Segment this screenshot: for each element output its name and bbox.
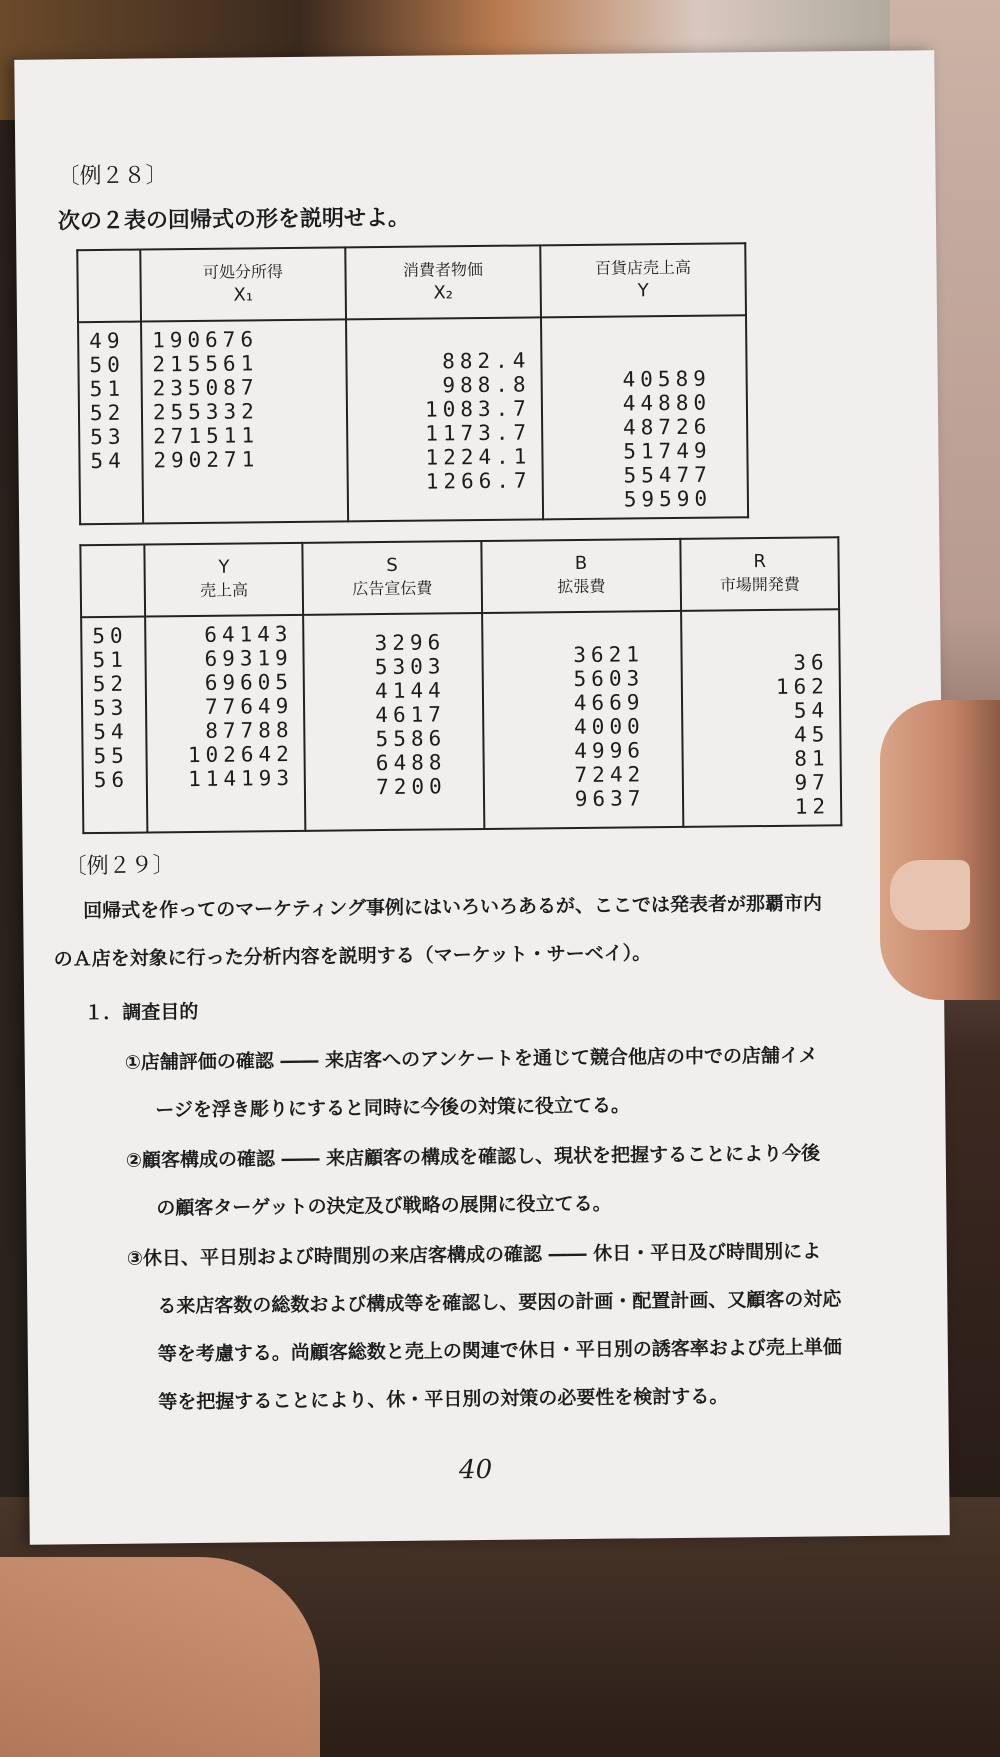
- table2-s-cell: 4144: [374, 678, 446, 704]
- example-29-label: 〔例２９〕: [64, 853, 175, 880]
- table1-year-cell: 51: [89, 376, 126, 402]
- table1-x2-cell: 1173.7: [425, 420, 532, 446]
- table2-y-cell: 69319: [204, 645, 293, 671]
- item-2-line-2: の顧客ターゲットの決定及び戦略の展開に役立てる。: [156, 1192, 612, 1220]
- table1-x2-cell: 1224.1: [425, 444, 532, 470]
- table2-r-cell: 36: [793, 650, 829, 675]
- table2-r-cell: 97: [794, 770, 831, 795]
- intro-line-2: のＡ店を対象に行った分析内容を説明する（マーケット・サーベイ）。: [53, 942, 652, 971]
- item-3-line-1: ③休日、平日別および時間別の来店客構成の確認 ―― 休日・平日及び時間別によ: [126, 1240, 822, 1270]
- table2-year-cell: 51: [92, 647, 128, 673]
- item-3-line-2: る来店客数の総数および構成等を確認し、要因の計画・配置計画、又顧客の対応: [157, 1288, 842, 1318]
- table-1: [76, 242, 749, 525]
- table1-col-years: [78, 322, 143, 525]
- table2-r-cell: 81: [794, 746, 830, 771]
- table2-b-cell: 4996: [574, 738, 646, 764]
- table1-x1-cell: 255332: [152, 399, 259, 425]
- table2-col-y: [145, 615, 305, 833]
- table2-year-cell: 50: [92, 623, 128, 649]
- table2-y-cell: 77649: [204, 693, 294, 719]
- table2-header-y: [145, 543, 304, 617]
- table2-y-cell: 114193: [188, 765, 295, 792]
- table1-x2-cell: 988.8: [442, 372, 531, 398]
- thumbnail: [890, 860, 970, 930]
- table2-y-cell: 69605: [204, 669, 294, 695]
- table2-b-cell: 3621: [573, 642, 645, 668]
- table1-x1-cell: 271511: [153, 423, 260, 449]
- header-symbol: X₁: [233, 284, 254, 306]
- header-title: 売上高: [200, 580, 249, 600]
- table2-s-cell: 5303: [374, 654, 446, 680]
- book-page: [14, 50, 950, 1545]
- table1-year-cell: 49: [89, 328, 125, 354]
- table2-s-cell: 3296: [374, 630, 446, 656]
- header-title: 広告宣伝費: [352, 578, 433, 599]
- table2-r-cell: 162: [775, 674, 830, 699]
- header-title: 消費者物価: [402, 259, 484, 280]
- table2-header-b: [481, 539, 681, 613]
- header-symbol: B: [574, 552, 588, 575]
- table2-s-cell: 5586: [375, 726, 447, 752]
- table-2: [79, 536, 842, 834]
- table1-x1-cell: 290271: [153, 447, 260, 473]
- table2-year-cell: 55: [93, 743, 129, 769]
- table2-s-cell: 4617: [375, 702, 447, 728]
- table2-y-cell: 64143: [204, 621, 293, 647]
- table2-year-cell: 52: [92, 671, 129, 697]
- table2-col-years: [81, 617, 148, 834]
- table2-r-cell: 45: [793, 722, 830, 747]
- table1-y-cell: 59590: [623, 486, 713, 512]
- header-title: 市場開発費: [719, 574, 800, 595]
- item-3-line-4: 等を把握することにより、休・平日別の対策の必要性を検討する。: [158, 1385, 729, 1414]
- table1-year-cell: 54: [90, 448, 126, 474]
- table1-col-x1: [141, 319, 348, 523]
- table2-year-cell: 53: [92, 695, 129, 721]
- header-symbol: Y: [218, 556, 230, 578]
- example-28-instruction: 次の２表の回帰式の形を説明せよ。: [57, 205, 411, 235]
- example-28-label: 〔例２８〕: [57, 163, 168, 190]
- table2-year-cell: 54: [93, 719, 129, 745]
- table2-y-cell: 102642: [187, 741, 294, 768]
- table2-b-cell: 7242: [574, 762, 646, 788]
- table2-col-s: [303, 613, 484, 831]
- header-symbol: R: [753, 551, 767, 573]
- table2-col-b: [482, 611, 684, 829]
- table1-x2-cell: 1266.7: [425, 468, 532, 494]
- table2-b-cell: 9637: [574, 786, 646, 812]
- table1-y-cell: 44880: [622, 390, 712, 416]
- table1-header-x2: [345, 245, 541, 319]
- header-title: 百貨店売上高: [594, 257, 692, 278]
- hand-bottom-left: [0, 1557, 320, 1757]
- table1-x2-cell: 882.4: [442, 348, 531, 374]
- item-1-line-2: ージを浮き彫りにすると同時に今後の対策に役立てる。: [155, 1094, 630, 1122]
- table2-header-s: [303, 541, 482, 615]
- table1-year-cell: 52: [89, 400, 126, 426]
- header-title: 可処分所得: [202, 262, 284, 282]
- table2-header-r: [680, 537, 839, 611]
- table2-year-cell: 56: [93, 767, 130, 793]
- intro-line-1: 回帰式を作ってのマーケティング事例にはいろいろあるが、ここでは発表者が那覇市内: [83, 892, 823, 923]
- table2-header-year: [80, 545, 145, 618]
- item-1-line-1: ①店舗評価の確認 ―― 来店客へのアンケートを通じて競合他店の中での店舗イメ: [124, 1044, 818, 1074]
- table2-y-cell: 87788: [205, 717, 294, 743]
- table1-x1-cell: 235087: [152, 375, 259, 401]
- table2-s-cell: 6488: [375, 750, 447, 776]
- header-symbol: Y: [637, 280, 649, 302]
- section-title: １．調査目的: [84, 1000, 199, 1025]
- table2-b-cell: 5603: [573, 666, 645, 692]
- table2-col-r: [681, 609, 841, 827]
- header-title: 拡張費: [557, 576, 606, 597]
- table1-y-cell: 51749: [623, 438, 712, 464]
- table1-x1-cell: 215561: [152, 351, 259, 377]
- header-symbol: X₂: [433, 282, 454, 304]
- table1-col-x2: [346, 317, 543, 521]
- table1-y-cell: 40589: [622, 366, 711, 392]
- table1-y-cell: 55477: [623, 462, 712, 488]
- table1-x2-cell: 1083.7: [424, 396, 531, 422]
- table1-year-cell: 53: [90, 424, 126, 450]
- table2-s-cell: 7200: [375, 774, 447, 800]
- table2-b-cell: 4669: [573, 690, 645, 716]
- table2-r-cell: 54: [793, 698, 830, 723]
- table2-b-cell: 4000: [573, 714, 645, 740]
- thumb-right: [880, 700, 1000, 1000]
- header-symbol: S: [386, 554, 398, 576]
- table1-header-y: [540, 243, 746, 317]
- page-number: 40: [458, 1454, 493, 1486]
- table1-year-cell: 50: [89, 352, 125, 378]
- table1-header-x1: [140, 247, 346, 321]
- table1-y-cell: 48726: [622, 414, 712, 440]
- table1-col-y: [541, 315, 748, 519]
- table2-r-cell: 12: [794, 794, 831, 819]
- table1-x1-cell: 190676: [152, 327, 259, 353]
- item-2-line-1: ②顧客構成の確認 ―― 来店顧客の構成を確認し、現状を把握することにより今後: [125, 1142, 821, 1172]
- item-3-line-3: 等を考慮する。尚顧客総数と売上の関連で休日・平日別の誘客率および売上単価: [157, 1336, 842, 1366]
- table1-header-year: [77, 250, 141, 323]
